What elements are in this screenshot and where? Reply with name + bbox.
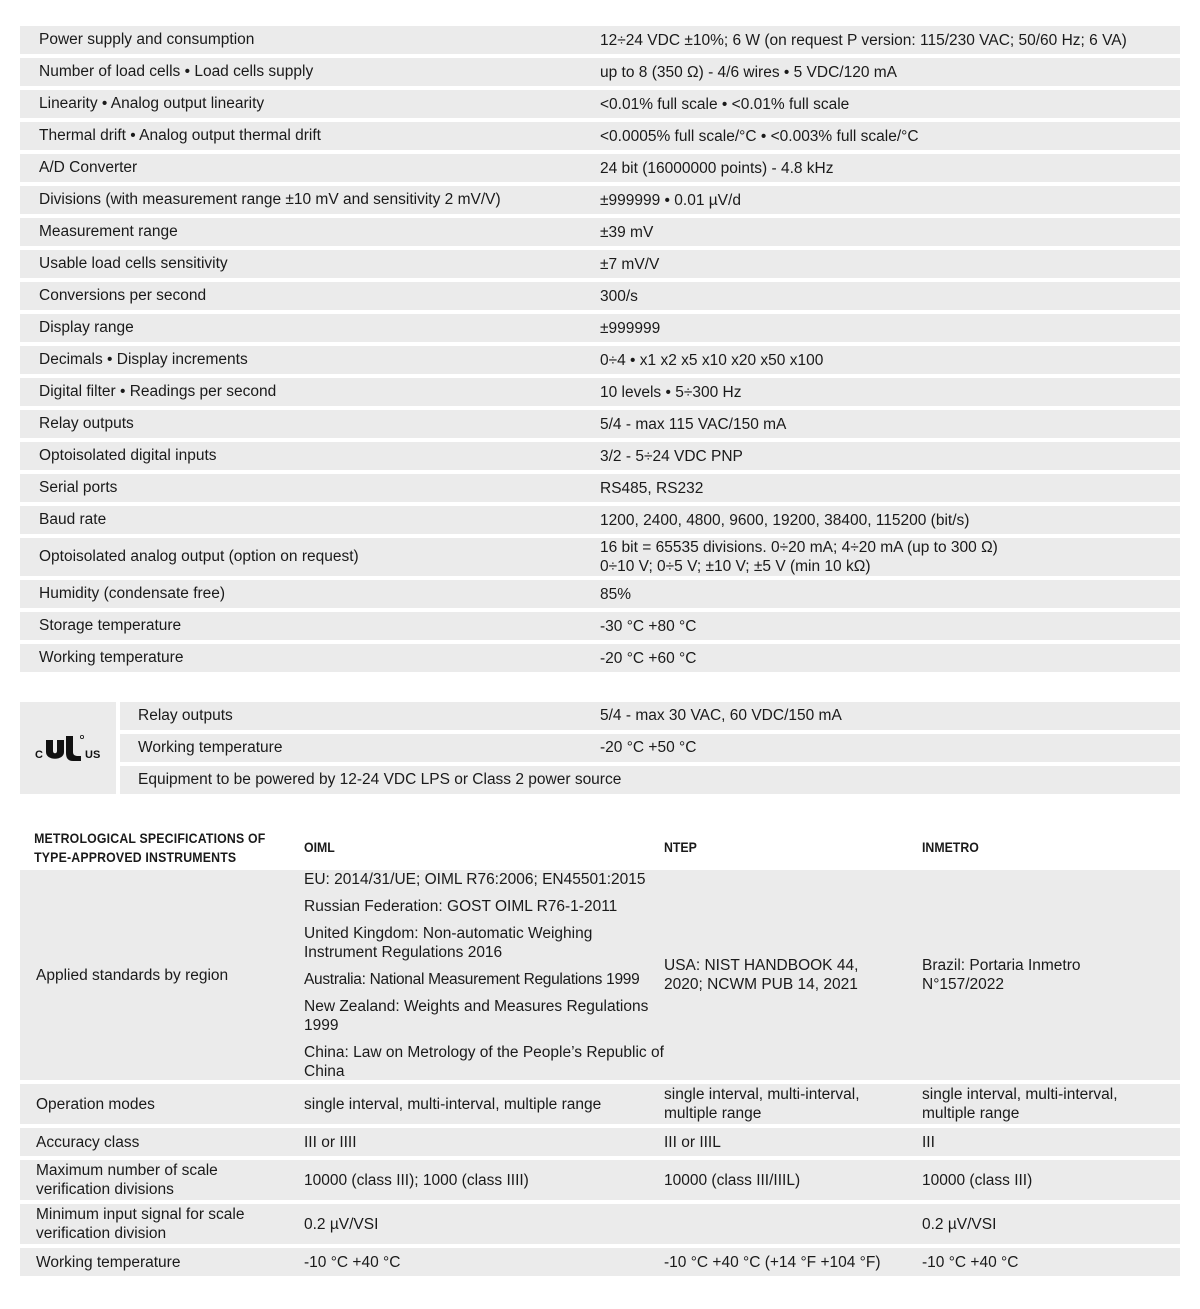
- spec-value-line: ±7 mV/V: [600, 255, 660, 273]
- metrological-title-line2: TYPE-APPROVED INSTRUMENTS: [34, 849, 237, 865]
- spec-row: [20, 250, 1180, 278]
- ul-value: -20 °C +50 °C: [600, 739, 697, 756]
- spec-row: [20, 538, 1180, 576]
- spec-value-line: ±999999: [600, 319, 661, 337]
- spec-label: Measurement range: [39, 223, 178, 240]
- oiml-value: single interval, multi-interval, multiple range: [304, 1095, 602, 1113]
- spec-label: Optoisolated analog output (option on request): [39, 548, 359, 565]
- metrological-table: [20, 826, 1180, 1280]
- ul-note-row: [120, 766, 1180, 794]
- ntep-value: single interval, multi-interval, multiple range: [664, 1086, 860, 1122]
- spec-label: Optoisolated digital inputs: [39, 447, 217, 464]
- oiml-header: OIML: [304, 839, 335, 855]
- standards-label: Applied standards by region: [36, 966, 229, 984]
- ul-note: Equipment to be powered by 12-24 VDC LPS or Class 2 power source: [138, 771, 622, 788]
- spec-row: [20, 506, 1180, 534]
- spec-label: Baud rate: [39, 511, 107, 528]
- spec-value: [600, 31, 1180, 50]
- spec-value-line: -30 °C +80 °C: [600, 617, 697, 635]
- spec-label: Digital filter • Readings per second: [39, 383, 277, 400]
- spec-row: [20, 282, 1180, 310]
- inmetro-value: 0.2 µV/VSI: [922, 1215, 997, 1233]
- metro-label: Accuracy class: [36, 1133, 140, 1151]
- spec-table: [20, 26, 1180, 676]
- spec-row: [20, 314, 1180, 342]
- spec-label: Linearity • Analog output linearity: [39, 95, 265, 112]
- spec-value-line: ±39 mV: [600, 223, 654, 241]
- oiml-standard-item: United Kingdom: Non-automatic Weighing Instrument Regulations 2016: [304, 924, 593, 961]
- metrological-row: [20, 1248, 1180, 1276]
- spec-value-line: 3/2 - 5÷24 VDC PNP: [600, 447, 743, 465]
- metrological-title-line1: METROLOGICAL SPECIFICATIONS OF: [34, 830, 266, 846]
- spec-label: Conversions per second: [39, 287, 207, 304]
- spec-value: [600, 447, 1180, 466]
- ntep-value: -10 °C +40 °C (+14 °F +104 °F): [664, 1253, 881, 1271]
- metrological-row: [20, 1084, 1180, 1124]
- metro-label: Minimum input signal for scale verification division: [36, 1206, 245, 1242]
- spec-value: [600, 319, 1180, 338]
- spec-label: Relay outputs: [39, 415, 134, 432]
- inmetro-value: 10000 (class III): [922, 1171, 1033, 1189]
- spec-row: [20, 410, 1180, 438]
- spec-row: [20, 378, 1180, 406]
- spec-value-line: 0÷4 • x1 x2 x5 x10 x20 x50 x100: [600, 351, 824, 369]
- ntep-standards: USA: NIST HANDBOOK 44, 2020; NCWM PUB 14, 2021: [664, 957, 859, 993]
- spec-label: Humidity (condensate free): [39, 585, 226, 602]
- spec-label: Decimals • Display increments: [39, 351, 248, 368]
- ul-logo-cell: [20, 702, 116, 794]
- spec-value-line: 24 bit (16000000 points) - 4.8 kHz: [600, 159, 834, 177]
- spec-value: [600, 63, 1180, 82]
- spec-label: Thermal drift • Analog output thermal drift: [39, 127, 321, 144]
- spec-value: [600, 538, 1180, 576]
- spec-value: [600, 127, 1180, 146]
- spec-label: Number of load cells • Load cells supply: [39, 63, 314, 80]
- spec-value: [600, 649, 1180, 668]
- spec-row: [20, 474, 1180, 502]
- spec-value-line: RS485, RS232: [600, 479, 704, 497]
- spec-value: [600, 223, 1180, 242]
- spec-label: Power supply and consumption: [39, 31, 255, 48]
- spec-value-line: 12÷24 VDC ±10%; 6 W (on request P version: 115/230 VAC; 50/60 Hz; 6 VA): [600, 31, 1127, 49]
- spec-value: [600, 351, 1180, 370]
- spec-value: [600, 191, 1180, 210]
- spec-value-line: 300/s: [600, 287, 638, 305]
- spec-row: [20, 122, 1180, 150]
- spec-row: [20, 218, 1180, 246]
- spec-value: [600, 383, 1180, 402]
- spec-value-line: 10 levels • 5÷300 Hz: [600, 383, 742, 401]
- spec-row: [20, 580, 1180, 608]
- spec-label: Usable load cells sensitivity: [39, 255, 228, 272]
- spec-label: Working temperature: [39, 649, 184, 666]
- metro-label: Operation modes: [36, 1095, 155, 1113]
- oiml-standard-item: Australia: National Measurement Regulations 1999: [304, 970, 640, 988]
- oiml-standards-list: [304, 870, 664, 1081]
- spec-label: Divisions (with measurement range ±10 mV and sensitivity 2 mV/V): [39, 191, 501, 208]
- spec-row: [20, 58, 1180, 86]
- spec-label: A/D Converter: [39, 159, 138, 176]
- spec-row: [20, 90, 1180, 118]
- metrological-row: [20, 1128, 1180, 1156]
- ul-label: Working temperature: [138, 739, 283, 756]
- spec-value-line: up to 8 (350 Ω) - 4/6 wires • 5 VDC/120 mA: [600, 63, 897, 81]
- oiml-standard-item: China: Law on Metrology of the People’s Republic of China: [304, 1043, 664, 1080]
- spec-value-line: ±999999 • 0.01 µV/d: [600, 191, 741, 209]
- inmetro-standards: Brazil: Portaria Inmetro N°157/2022: [922, 957, 1081, 993]
- spec-label: Display range: [39, 319, 134, 336]
- svg-text:US: US: [85, 749, 101, 761]
- spec-value: [600, 255, 1180, 274]
- ntep-header: NTEP: [664, 839, 697, 855]
- spec-value-line: 5/4 - max 115 VAC/150 mA: [600, 415, 787, 433]
- inmetro-value: -10 °C +40 °C: [922, 1253, 1019, 1271]
- oiml-value: 0.2 µV/VSI: [304, 1215, 379, 1233]
- ul-row: [120, 734, 1180, 762]
- ntep-value: 10000 (class III/IIIL): [664, 1171, 801, 1189]
- ul-value: 5/4 - max 30 VAC, 60 VDC/150 mA: [600, 707, 842, 724]
- spec-row: [20, 644, 1180, 672]
- spec-value: [600, 287, 1180, 306]
- ul-label: Relay outputs: [138, 707, 233, 724]
- ntep-value: III or IIIL: [664, 1133, 721, 1151]
- oiml-value: -10 °C +40 °C: [304, 1253, 401, 1271]
- metro-label: Maximum number of scale verification divisions: [36, 1162, 218, 1198]
- spec-label: Serial ports: [39, 479, 118, 496]
- spec-value: [600, 479, 1180, 498]
- spec-value: [600, 511, 1180, 530]
- inmetro-header: INMETRO: [922, 839, 979, 855]
- spec-row: [20, 186, 1180, 214]
- spec-label: Storage temperature: [39, 617, 182, 634]
- metrological-row: [20, 1160, 1180, 1200]
- ul-certification-section: [20, 702, 1180, 794]
- spec-row: [20, 346, 1180, 374]
- oiml-value: III or IIII: [304, 1133, 357, 1151]
- spec-value-line: 0÷10 V; 0÷5 V; ±10 V; ±5 V (min 10 kΩ): [600, 558, 871, 575]
- oiml-standard-item: New Zealand: Weights and Measures Regulations 1999: [304, 997, 649, 1034]
- spec-value-line: -20 °C +60 °C: [600, 649, 697, 667]
- metro-label: Working temperature: [36, 1253, 181, 1271]
- svg-text:C: C: [35, 749, 43, 761]
- spec-value: [600, 585, 1180, 604]
- spec-value-line: <0.01% full scale • <0.01% full scale: [600, 95, 850, 113]
- oiml-value: 10000 (class III); 1000 (class IIII): [304, 1171, 529, 1189]
- spec-value: [600, 95, 1180, 114]
- metrological-title: [20, 829, 270, 867]
- spec-row: [20, 26, 1180, 54]
- spec-value-line: <0.0005% full scale/°C • <0.003% full scale/°C: [600, 127, 919, 145]
- spec-value: [600, 159, 1180, 178]
- inmetro-value: III: [922, 1133, 935, 1151]
- spec-row: [20, 154, 1180, 182]
- spec-row: [20, 442, 1180, 470]
- ul-row: [120, 702, 1180, 730]
- spec-value-line: 1200, 2400, 4800, 9600, 19200, 38400, 115200 (bit/s): [600, 511, 970, 529]
- oiml-standard-item: Russian Federation: GOST OIML R76-1-2011: [304, 897, 618, 915]
- spec-row: [20, 612, 1180, 640]
- standards-row: [20, 870, 1180, 1080]
- spec-value-line: 85%: [600, 585, 632, 603]
- cul-us-logo-icon: [33, 734, 103, 762]
- spec-value: [600, 617, 1180, 636]
- spec-value-line: 16 bit = 65535 divisions. 0÷20 mA; 4÷20 mA (up to 300 Ω): [600, 539, 998, 556]
- spec-value: [600, 415, 1180, 434]
- metrological-header-row: [20, 826, 1180, 870]
- oiml-standard-item: EU: 2014/31/UE; OIML R76:2006; EN45501:2015: [304, 870, 646, 888]
- inmetro-value: single interval, multi-interval, multiple range: [922, 1086, 1118, 1122]
- metrological-row: [20, 1204, 1180, 1244]
